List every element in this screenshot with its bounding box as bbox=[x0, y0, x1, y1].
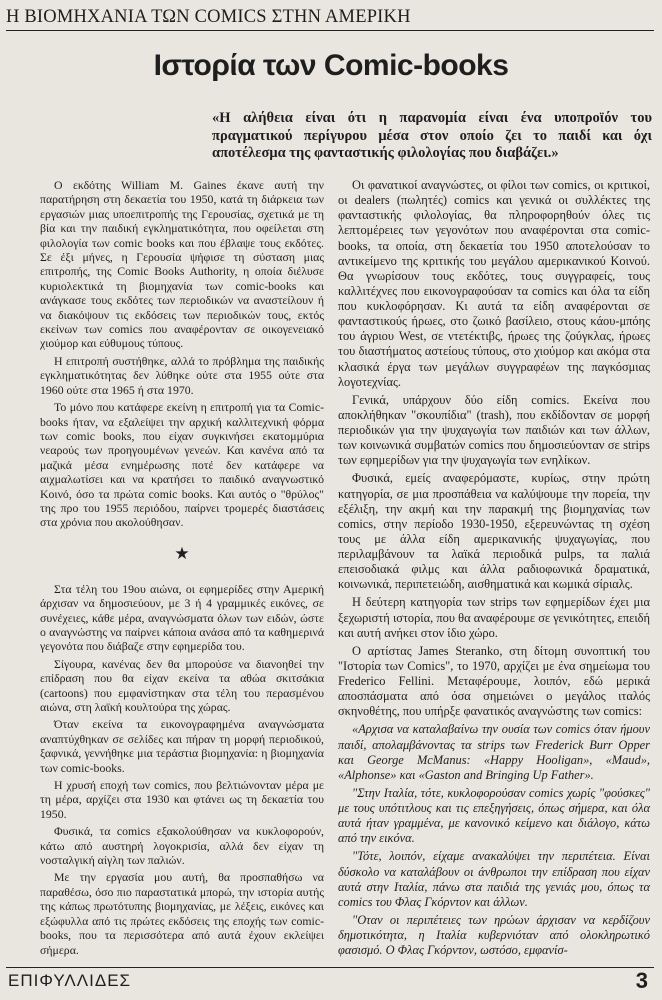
paragraph: Ο αρτίστας James Steranko, στη δίτομη συνοπτική του "Ιστορία των Comics", το 1970, αρχίζει με ένα σημείωμα του Frederico Fellini. Μεταφέρουμε, λοιπόν, εδώ μερικά αποσπάσματα από όσα σημειώνει ο μεγάλος ιταλός σκηνοθέτης, που υπήρξε φανατικός αναγνώστης των comics: bbox=[338, 643, 650, 719]
paragraph: Το μόνο που κατάφερε εκείνη η επιτροπή για τα Comic-books ήταν, να εξαλείψει την αρχική καλλιτεχνική φόρμα των comic books, που είχαν συγκινήσει εκατομμύρια νεαρούς των προηγουμένων γενεών. Και κανένα από τα μαζικά μέσα ενημέρωσης ποτέ δεν κατάφερε να αιχμαλωτίσει και να κρατήσει το παιδικό αναγνωστικό Κοινό, όσο τα πρώτα comic books. Και αυτός ο "θρύλος" της προ του 1955 περιόδου, παίρνει τρομερές διαστάσεις στα χρόνια που ακολούθησαν. bbox=[40, 400, 324, 530]
quoted-paragraph: "Στην Ιταλία, τότε, κυκλοφορούσαν comics χωρίς "φούσκες" με τους υπότιτλους και τις επεξηγήσεις, όπως σήμερα, και όλα αυτά ήταν γραμμένα, με κανονικό κείμενο και διάλογο, κάτω από την εικόνα. bbox=[338, 785, 650, 846]
page-number: 3 bbox=[635, 968, 648, 993]
paragraph: Φυσικά, εμείς αναφερόμαστε, κυρίως, στην πρώτη κατηγορία, σε μια προσπάθεια να καλύψουμε την πορεία, την εξέλιξη, την ακμή και την παρακμή της βιομηχανίας των comics, στην περίοδο 1930-1950, εξερευνώντας τη σχέση τους με άλλα είδη αμερικανικής ψυχαγωγίας, που περιλαμβάνουν τα λαϊκά περιοδικά pulps, τα παλιά επεισοδιακά φιλμς και άλλα ραδιοφωνικά δραματικά, κοινωνικά, περιπετειώδη, αισθηματικά και κωμικά σίριαλς. bbox=[338, 471, 650, 592]
running-header: Η ΒΙΟΜΗΧΑΝΙΑ ΤΩΝ COMICS ΣΤΗΝ ΑΜΕΡΙΚΗ bbox=[6, 4, 654, 31]
paragraph: Με την εργασία μου αυτή, θα προσπαθήσω να παραθέσω, όσο πιο παραστατικά μπορώ, την ιστορία αυτής της κάπως πρωτότυπης βιομηχανίας, με λέξεις, εικόνες και εξώφυλλα από τις πρώτες εκδόσεις της εποχής των comic-books, που τα περισσότερα από αυτά έχουν εκλείψει σήμερα. bbox=[40, 870, 324, 957]
quoted-paragraph: «Αρχισα να καταλαβαίνω την ουσία των comics όταν ήμουν παιδί, απολαμβάνοντας τα strips των Frederick Burr Opper και George McManus: «Happy Hooligan», «Maud», «Alphonse» και «Gaston and Bringing Up Father». bbox=[338, 722, 650, 782]
quoted-paragraph: "Τότε, λοιπόν, είχαμε ανακαλύψει την περιπέτεια. Είναι δύσκολο να καταλάβουν οι άνθρωποι την επίδραση που είχαν αυτά στην Ιταλία, πάνω στα παιδιά της γενιάς μου, όπως τα comics του Φλας Γκόρντον και άλλων. bbox=[338, 849, 650, 909]
paragraph: Σίγουρα, κανένας δεν θα μπορούσε να διανοηθεί την επίδραση που θα είχαν εκείνα τα αθώα σκιτσάκια (cartoons) που εμφανίστηκαν στα τέλη του περασμένου αιώνα, στη λαϊκή κουλτούρα της χώρας. bbox=[40, 656, 324, 714]
paragraph: Ο εκδότης William M. Gaines έκανε αυτή την παρατήρηση στη δεκαετία του 1950, κατά τη διάρκεια των εργασιών μιας υποεπιτροπής της Γερουσίας, σχετικά με τη βία και την παιδική εγκληματικότητα, που οφείλεται στη φιλολογία των comic books και που έβλαψε τους εκδότες. Σε έξι μήνες, η Γερουσία ψήφισε τη σύσταση μιας επιτροπής, της Comic Books Authority, η οποία διέλυσε κυριολεκτικά τη βιομηχανία των comic-books και ανάγκασε τους εκδότες των περιοδικών να αναστείλουν ή να διακόψουν τις εκδόσεις των περιοδικών τους, εκτός εκείνων των comics που αναφέρονταν σε οικογενειακό χιούμορ και εύθυμους τύπους. bbox=[40, 178, 324, 351]
paragraph: Η επιτροπή συστήθηκε, αλλά το πρόβλημα της παιδικής εγκληματικότητας δεν λύθηκε ούτε στα 1955 ούτε στα 1960 ούτε στα 1965 ή στα 1970. bbox=[40, 353, 324, 397]
footer-section-name: ΕΠΙΦΥΛΛΙΔΕΣ bbox=[8, 971, 132, 990]
paragraph: Η δεύτερη κατηγορία των strips των εφημερίδων έχει μια ξεχωριστή ιστορία, που θα αναφέρουμε σε γενικότητες, επειδή και αυτή ανήκει στον ίδιο χώρο. bbox=[338, 595, 650, 640]
pull-quote: «Η αλήθεια είναι ότι η παρανομία είναι ένα υποπροϊόν του πραγματικού περίγυρου μέσα στον οποίο ζει το παιδί και όχι αποτέλεσμα της φανταστικής φιλολογίας που διαβάζει.» bbox=[212, 110, 652, 161]
paragraph: Γενικά, υπάρχουν δύο είδη comics. Εκείνα που αποκλήθηκαν "σκουπίδια" (trash), που εκδίδονταν σε μορφή περιοδικών για την ψυχαγωγία των παιδιών και των άλλων, των κοινωνικά συμβατών comics που δημοσιεύονταν σε strips των εφημερίδων για την ψυχαγωγία των ενηλίκων. bbox=[338, 392, 650, 468]
paragraph: Φυσικά, τα comics εξακολούθησαν να κυκλοφορούν, κάτω από αυστηρή λογοκρισία, αλλά δεν είχαν τη νοσταλγική αίγλη των παλιών. bbox=[40, 824, 324, 868]
paragraph: Όταν εκείνα τα εικονογραφημένα αναγνώσματα αναπτύχθηκαν σε σελίδες και πήραν τη μορφή περιοδικού, ξαφνικά, γεννήθηκε μια τεράστια βιομηχανία: η βιομηχανία των comic-books. bbox=[40, 717, 324, 775]
footer-divider bbox=[6, 967, 654, 968]
paragraph: Στα τέλη του 19ου αιώνα, οι εφημερίδες στην Αμερική άρχισαν να δημοσιεύουν, με 3 ή 4 γραμμικές εικόνες, σε συνέχειες, κάθε μέρα, αναγνώσματα όλων των ειδών, ώστε ο αναγνώστης να παίρνει κάποια ανάσα από τα καθημερινά γεγονότα που διάβαζε στην εφημερίδα του. bbox=[40, 581, 324, 654]
left-column bbox=[40, 178, 324, 960]
star-divider-icon: ★ bbox=[174, 543, 190, 563]
quoted-paragraph: "Οταν οι περιπέτειες των ηρώων άρχισαν να κερδίζουν δημοτικότητα, η Ιταλία κυβερνιόταν από ολοκληρωτικό φασισμό. Ο Φλας Γκόρντον, ωστόσο, εμφανίσ- bbox=[338, 912, 650, 958]
right-column bbox=[338, 178, 650, 961]
paragraph: Η χρυσή εποχή των comics, που βελτιώνονταν μέρα με τη μέρα, αρχίζει στα 1930 και φτάνει ως τη δεκαετία του 1950. bbox=[40, 778, 324, 821]
paragraph: Οι φανατικοί αναγνώστες, οι φίλοι των comics, οι κριτικοί, οι dealers (πωλητές) comics και γενικά οι συλλέκτες της φανταστικής φιλολογίας, θα πληροφορηθούν όλες τις λεπτομέρειες των γεγονότων που αναφέρονται στα comic-books, τα οποία, στη δεκαετία του 1950 αποτελούσαν το αντικείμενο της κριτικής του μεγάλου αμερικανικού Κοινού. Θα γνωρίσουν τους εκδότες, τους συγγραφείς, τους καλλιτέχνες που εικονογραφούσαν τα comics και όλα τα είδη που κυκλοφόρησαν. Κι αυτά τα είδη αναφέρονται σε φανταστικούς ήρωες, στο ζωικό βασίλειο, στους κάου-μπόης του άγριου West, σε ντετέκτιβς, ήρωες της ζούγκλας, ήρωες του διαστήματος αστείους τύπους, στο χιούμορ και ακόμα στα κλασικά έργα των μεγάλων συγγραφέων της παγκόσμιας λογοτεχνίας. bbox=[338, 178, 650, 389]
article-title: Ιστορία των Comic-books bbox=[153, 49, 509, 82]
